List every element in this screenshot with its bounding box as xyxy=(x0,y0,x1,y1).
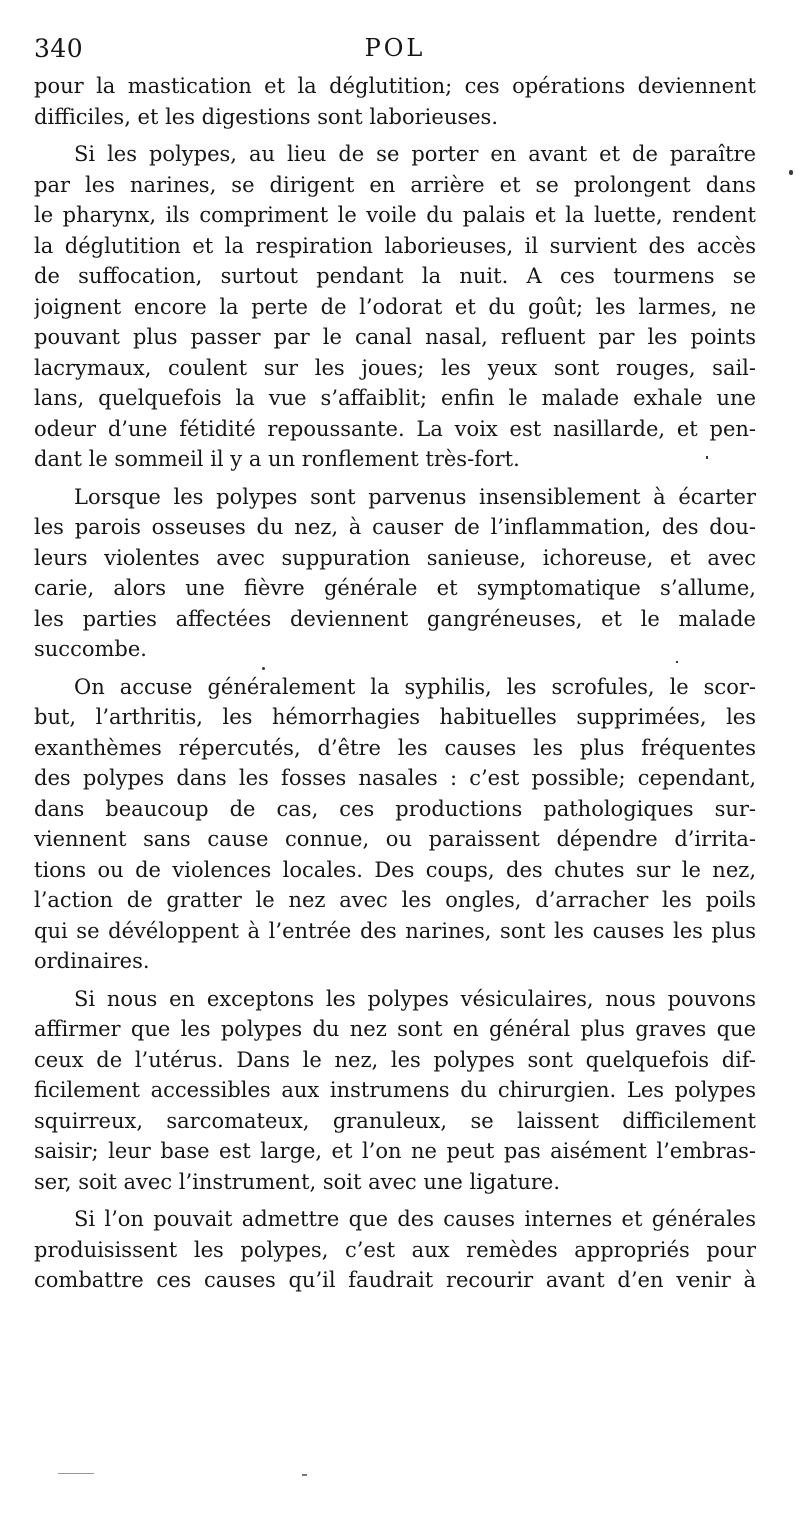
text-line: affirmer que les polypes du nez sont en général plus graves que xyxy=(34,1017,756,1041)
text-line: On accuse généralement la syphilis, les scrofules, le scor- xyxy=(74,674,756,699)
print-speck xyxy=(789,170,793,175)
body-text xyxy=(34,71,756,1303)
text-line: odeur d’une fétidité repoussante. La voix est nasillarde, et pen- xyxy=(34,416,756,441)
text-line: lacrymaux, coulent sur les joues; les yeux sont rouges, sail- xyxy=(34,355,756,380)
text-line: joignent encore la perte de l’odorat et du goût; les larmes, ne xyxy=(34,294,756,319)
text-line: la déglutition et la respiration laborieuses, il survient des accès xyxy=(34,233,756,258)
text-line: pouvant plus passer par le canal nasal, refluent par les points xyxy=(34,325,756,349)
page-number: 340 xyxy=(34,34,84,63)
text-line: Lorsque les polypes sont parvenus insensiblement à écarter xyxy=(74,484,756,509)
text-line: ser, soit avec l’instrument, soit avec une ligature. xyxy=(34,1169,561,1194)
paragraph xyxy=(34,984,756,1198)
running-head: POL xyxy=(364,34,426,62)
paragraph xyxy=(34,139,756,475)
text-line: lans, quelquefois la vue s’affaiblit; enfin le malade exhale une xyxy=(34,386,756,410)
text-line: squirreux, sarcomateux, granuleux, se laissent difficilement xyxy=(34,1108,756,1133)
print-speck xyxy=(706,456,708,459)
text-line: dant le sommeil il y a un ronflement très-fort. xyxy=(34,447,520,471)
page-header xyxy=(34,34,756,66)
text-line: saisir; leur base est large, et l’on ne peut pas aisément l’embras- xyxy=(34,1139,756,1163)
text-line: tions ou de violences locales. Des coups, des chutes sur le nez, xyxy=(34,857,756,882)
text-line: difficiles, et les digestions sont laborieuses. xyxy=(34,104,499,129)
text-line: Si les polypes, au lieu de se porter en avant et de paraître xyxy=(74,142,756,166)
paragraph xyxy=(34,672,756,977)
text-line: exanthèmes répercutés, d’être les causes les plus fréquentes xyxy=(34,735,756,760)
text-line: carie, alors une fièvre générale et symptomatique s’allume, xyxy=(34,576,756,600)
paragraph xyxy=(34,71,756,132)
text-line: succombe. xyxy=(34,637,147,661)
print-speck xyxy=(676,661,678,663)
print-speck xyxy=(262,667,265,670)
print-speck xyxy=(302,1474,307,1476)
text-line: ordinaires. xyxy=(34,949,150,973)
text-line: ficilement accessibles aux instrumens du chirurgien. Les polypes xyxy=(34,1078,756,1102)
text-line: Si nous en exceptons les polypes vésiculaires, nous pouvons xyxy=(74,986,756,1011)
text-line: qui se dévéloppent à l’entrée des narines, sont les causes les plus xyxy=(34,918,756,943)
text-line: de suffocation, surtout pendant la nuit. A ces tourmens se xyxy=(34,264,756,288)
text-line: but, l’arthritis, les hémorrhagies habituelles supprimées, les xyxy=(34,705,756,729)
text-line: par les narines, se dirigent en arrière et se prolongent dans xyxy=(34,172,756,197)
text-line: les parties affectées deviennent gangréneuses, et le malade xyxy=(34,606,756,631)
text-line: Si l’on pouvait admettre que des causes internes et générales xyxy=(74,1207,756,1231)
text-line: produisissent les polypes, c’est aux remèdes appropriés pour xyxy=(34,1237,756,1262)
text-line: les parois osseuses du nez, à causer de l’inflammation, des dou- xyxy=(34,515,756,539)
text-line: l’action de gratter le nez avec les ongles, d’arracher les poils xyxy=(34,888,756,912)
text-line: ceux de l’utérus. Dans le nez, les polypes sont quelquefois dif- xyxy=(34,1047,756,1072)
text-line: le pharynx, ils compriment le voile du palais et la luette, rendent xyxy=(34,203,756,227)
paragraph xyxy=(34,482,756,665)
text-line: pour la mastication et la déglutition; ces opérations deviennent xyxy=(34,74,756,98)
text-line: des polypes dans les fosses nasales : c’est possible; cependant, xyxy=(34,766,756,790)
text-line: dans beaucoup de cas, ces productions pathologiques sur- xyxy=(34,796,756,821)
paragraph xyxy=(34,1204,756,1296)
text-line: combattre ces causes qu’il faudrait recourir avant d’en venir à xyxy=(34,1268,756,1292)
print-speck xyxy=(58,1473,94,1474)
text-line: leurs violentes avec suppuration sanieuse, ichoreuse, et avec xyxy=(34,545,756,570)
text-line: viennent sans cause connue, ou paraissent dépendre d’irrita- xyxy=(34,827,756,851)
